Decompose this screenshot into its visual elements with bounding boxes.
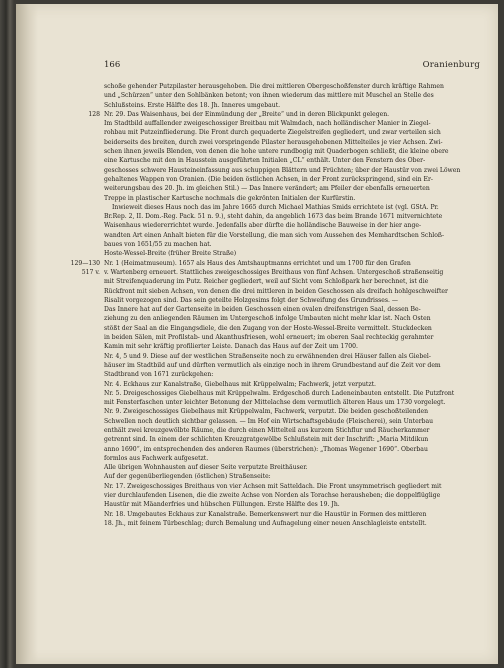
- text-line: [81, 268, 466, 277]
- text-line: in beiden Sälen, mit Profilstab- und Akanthusfriesen, wohl erneuert; im oberen Saal rechteckig gerahmter: [104, 334, 434, 342]
- text-line: anno 1690“, im entsprechenden des anderen Raumes (überstrichen): „Thomas Wegener 1690“. Oberbau: [104, 445, 428, 453]
- text-line: getrennt sind. In einem der schlichten Kreuzgratgewölbe Schlußstein mit der Inschrift: „Maria Mitdikun: [104, 436, 429, 444]
- text-line: weiterungsbau des 20. Jh. im gleichen Stil.) — Das Innere verändert; am Pfeiler der ebenfalls erneuerten: [104, 185, 430, 193]
- text-line: gehaltenes Wappen von Oranien. (Die beiden östlichen Achsen, in der Front zurückspringend, sind ein Er-: [104, 175, 433, 183]
- page-gutter-shadow: [16, 4, 38, 664]
- text-line: beiderseits des breiten, durch zwei vorspringende Pilaster herausgehobenen Mittelteiles je vier Achsen. Zwi-: [104, 138, 443, 146]
- text-line: Treppe in plastischer Kartusche nochmals die gekrönten Initialen der Kurfürstin.: [104, 194, 356, 202]
- text-line: Stadtbrand von 1671 zurückgehen:: [104, 371, 214, 379]
- text-line: häuser im Stadtbild auf und dürften vermutlich als einzige noch in ihrem Grundbestand auf die Zeit vor dem: [104, 361, 441, 369]
- text-line: Auf der gegenüberliegenden (östlichen) Straßenseite:: [104, 473, 271, 481]
- text-line: Nr. 5. Dreigeschossiges Giebelhaus mit Krüppelwalm. Erdgeschoß durch Ladeneinbauten entstellt. Die Putzfront: [104, 389, 455, 397]
- text-line: eine Kartusche mit den in Hausstein ausgeführten Initialen „CL“ enthält. Unter den Fenstern des Ober-: [104, 157, 426, 165]
- body-text: [70, 82, 466, 528]
- text-line: [88, 110, 466, 119]
- running-head: Oranienburg: [422, 60, 480, 70]
- text-line-content: Nr. 29. Das Waisenhaus, bei der Einmündung der „Breite“ und in deren Blickpunkt gelegen.: [104, 110, 390, 118]
- text-line: [70, 259, 466, 268]
- text-line: und „Schürzen“ unter den Sohlbänken betont; von ihnen wiederum das mittlere mit Muschel an Stelle des: [104, 92, 434, 100]
- margin-reference: 517 v.: [81, 268, 100, 276]
- text-line: wandten Art einen Anhalt bieten für die Vorstellung, die man sich vom Aussehen des Memhardtschen Schloß-: [104, 231, 445, 239]
- margin-number: 129—130: [70, 259, 100, 267]
- text-line: Kamin mit sehr kräftig profilierter Leiste. Danach das Haus auf der Zeit um 1700.: [104, 343, 358, 351]
- text-line: Alle übrigen Wohnhausten auf dieser Seite verputzte Breithäuser.: [104, 464, 308, 472]
- text-line: stößt der Saal an die Eingangsdiele, die den Zugang von der Hoste-Wessel-Breite vermittelt. Stuckdecken: [104, 324, 432, 332]
- text-line: Haustür mit Mäanderfries und hübschen Füllungen. Erste Hälfte des 19. Jh.: [104, 501, 340, 509]
- margin-number: 128: [88, 110, 100, 118]
- text-line: schoße gehender Putzpilaster herausgehoben. Die drei mittleren Obergeschoßfenster durch kräftige Rahmen: [104, 83, 444, 90]
- text-line: rohbau mit Putzeinfliederung. Die Front durch gequaderte Ziegelstreifen gegliedert, und zwar verteilen sich: [104, 129, 441, 137]
- text-line-content: Nr. 1 (Heimatmuseum). 1657 als Haus des Amtshauptmanns errichtet und um 1700 für den Grafen: [104, 259, 411, 267]
- text-line: Im Stadtbild auffallender zweigeschossiger Breitbau mit Walmdach, nach holländischer Manier in Ziegel-: [104, 120, 431, 128]
- text-line: vier durchlaufenden Lisenen, die die zweite Achse von Norden als Torachse herausheben; die doppelflüglige: [104, 492, 441, 500]
- section-heading: Hoste-Wessel-Breite (früher Breite Straße): [104, 250, 237, 258]
- text-line: Nr. 4, 5 und 9. Diese auf der westlichen Straßenseite noch zu erwähnenden drei Häuser fallen als Giebel-: [104, 352, 431, 360]
- text-line-content: v. Wartenberg erneuert. Stattliches zweigeschossiges Breithaus von fünf Achsen. Untergeschoß straßenseitig: [104, 268, 444, 276]
- text-line: Risalit vorgezogen sind. Das sein geteilte Holzgesims folgt der Schweifung des Grundrisses. —: [104, 296, 398, 304]
- text-line: Das Innere hat auf der Gartenseite in beiden Geschossen einen ovalen dreifenstrigen Saal, dessen Be-: [104, 306, 421, 314]
- text-line: Nr. 9. Zweigeschossiges Giebelhaus mit Krüppelwalm, Fachwerk, verputzt. Die beiden geschoßteilenden: [104, 408, 429, 416]
- text-line: Br.Rep. 2, II. Dom.-Reg. Pack. 51 n. 9.), steht dahin, da angeblich 1673 das beim Brande 1671 mitvernichtete: [104, 213, 443, 221]
- text-line: baues von 1651/55 zu machen hat.: [104, 241, 212, 249]
- text-line: schen ihnen jeweils Blenden, von denen die hohe untere rundbogig mit Quaderbogen schließt, die kleine obere: [104, 148, 449, 156]
- text-line: Rückfront mit sieben Achsen, von denen die drei mittleren in beiden Geschossen als dreifach hohlgeschweifter: [104, 287, 448, 295]
- text-line: Nr. 18. Umgebautes Eckhaus zur Kanalstraße. Bemerkenswert nur die Haustür in Formen des mittleren: [104, 510, 427, 518]
- text-line: Waisenhaus wiedererrichtet wurde. Jedenfalls aber dürfte die holländische Bauweise in der hier ange-: [104, 222, 422, 230]
- text-line: Inwieweit dieses Haus noch das im Jahre 1665 durch Michael Mathias Smids errichtete ist (vgl. GStA. Pr.: [112, 203, 439, 211]
- text-line: Schlußsteins. Erste Hälfte des 18. Jh. Inneres umgebaut.: [104, 101, 281, 109]
- text-line: mit Fensterfaschen unter leichter Betonung der Mittelachse dem vermutlich älteren Haus um 1730 vorgelegt.: [104, 399, 446, 407]
- text-line: enthält zwei kreuzgewölbte Räume, die durch einen Mittelteil aus kurzem Stichflur und Räucherkammer: [104, 426, 430, 434]
- page-header: [104, 60, 480, 74]
- text-line: Schwellen noch deutlich sichtbar gelassen. — Im Hof ein Wirtschaftsgebäude (Fleischerei), sein Unterbau: [104, 417, 434, 425]
- text-line: Nr. 17. Zweigeschossiges Breithaus von vier Achsen mit Satteldach. Die Front unsymmetrisch gegliedert mit: [104, 482, 442, 490]
- text-line: ziehung zu den anliegenden Räumen im Untergeschoß infolge Umbauten nicht mehr klar ist. Nach Osten: [104, 315, 431, 323]
- text-line: geschosses schwere Hausteineinfassung aus schuppigen Blättern und Früchten; über der Haustür von zwei Löwen: [104, 166, 461, 174]
- text-line: mit Streifenquaderung im Putz. Reicher gegliedert, weil auf Sicht vom Schloßpark her berechnet, ist die: [104, 278, 429, 286]
- page-number: 166: [104, 60, 121, 70]
- text-line: 18. Jh., mit feinem Türbeschlag; durch Bemalung und Aufnagelung einer neuen Anschlagleiste entstellt.: [104, 519, 427, 527]
- text-line: Nr. 4. Eckhaus zur Kanalstraße, Giebelhaus mit Krüppelwalm; Fachwerk, jetzt verputzt.: [104, 380, 376, 388]
- text-line: formlos aus Fachwerk aufgesetzt.: [104, 454, 209, 462]
